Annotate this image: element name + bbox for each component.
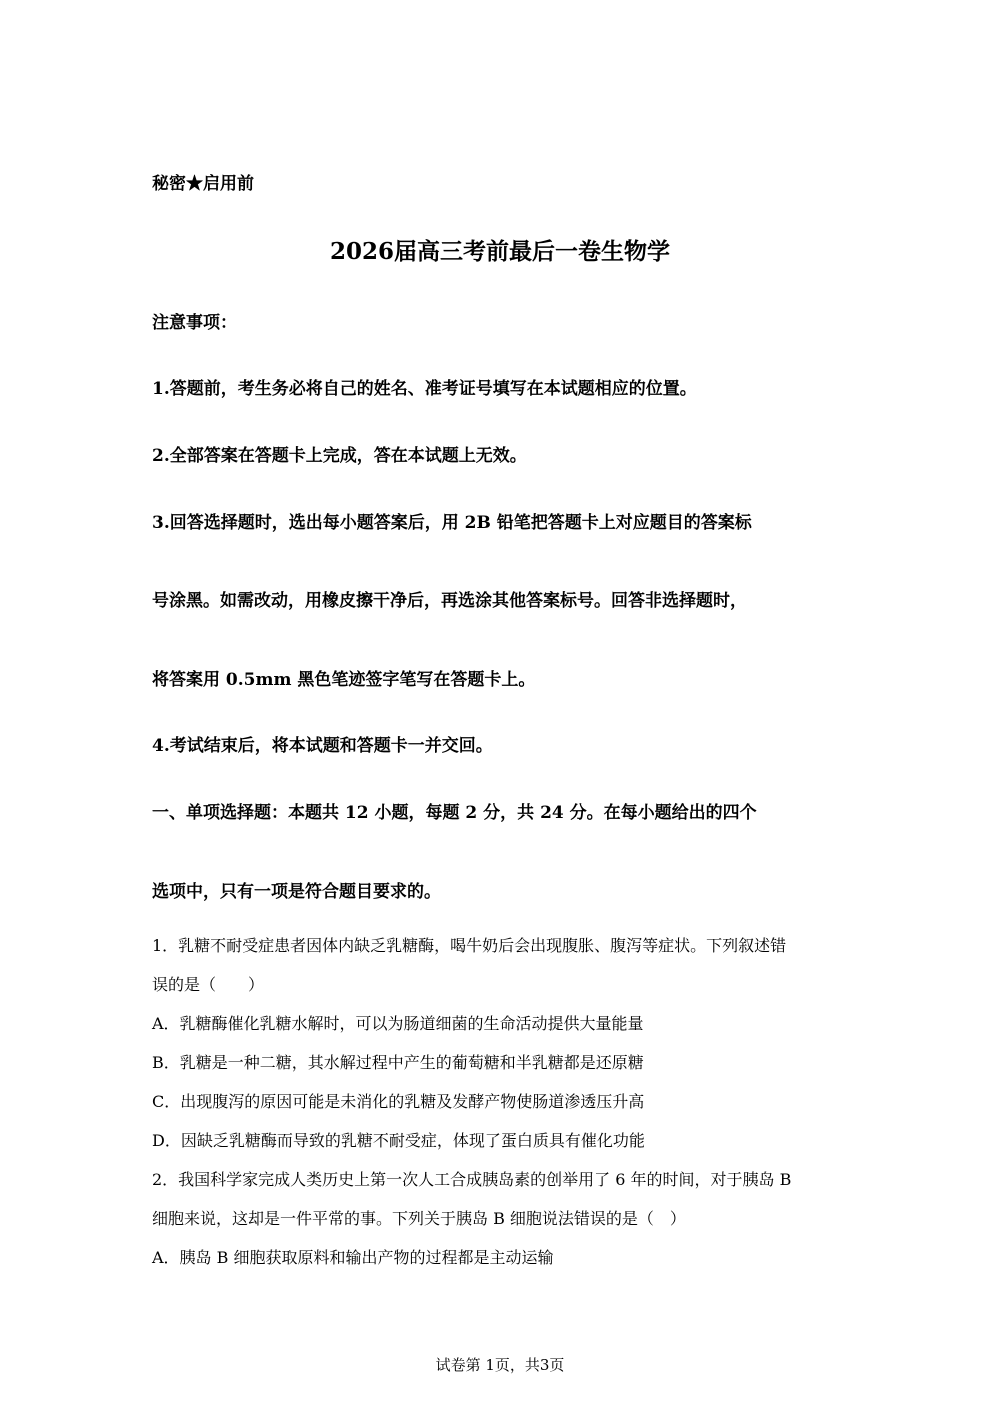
question-1-stem-line-1: 1．乳糖不耐受症患者因体内缺乏乳糖酶，喝牛奶后会出现腹胀、腹泻等症状。下列叙述错: [152, 936, 787, 955]
notice-item-3-line-1: 3.回答选择题时，选出每小题答案后，用 2B 铅笔把答题卡上对应题目的答案标: [152, 513, 752, 533]
question-1-option-a: A．乳糖酶催化乳糖水解时，可以为肠道细菌的生命活动提供大量能量: [152, 1014, 644, 1033]
notice-item-3-line-3: 将答案用 0.5mm 黑色笔迹签字笔写在答题卡上。: [152, 670, 536, 690]
secret-mark: 秘密★启用前: [152, 174, 254, 194]
question-1-option-c: C．出现腹泻的原因可能是未消化的乳糖及发酵产物使肠道渗透压升高: [152, 1092, 645, 1111]
question-2-option-a: A．胰岛 B 细胞获取原料和输出产物的过程都是主动运输: [152, 1248, 554, 1267]
section-heading-line-2: 选项中，只有一项是符合题目要求的。: [152, 882, 441, 902]
question-1-stem-line-2: 误的是（ ）: [152, 975, 265, 994]
notice-item-4: 4.考试结束后，将本试题和答题卡一并交回。: [152, 736, 493, 756]
notice-item-2: 2.全部答案在答题卡上完成，答在本试题上无效。: [152, 446, 527, 466]
section-heading-line-1: 一、单项选择题：本题共 12 小题，每题 2 分，共 24 分。在每小题给出的四个: [152, 803, 757, 823]
exam-title: 2026届高三考前最后一卷生物学: [329, 238, 670, 265]
notice-heading: 注意事项：: [152, 313, 237, 333]
question-1-option-b: B．乳糖是一种二糖，其水解过程中产生的葡萄糖和半乳糖都是还原糖: [152, 1053, 644, 1072]
notice-item-1: 1.答题前，考生务必将自己的姓名、准考证号填写在本试题相应的位置。: [152, 379, 697, 399]
question-2-stem-line-2: 细胞来说，这却是一件平常的事。下列关于胰岛 B 细胞说法错误的是（ ）: [152, 1209, 686, 1228]
page-footer: 试卷第 1页，共3页: [435, 1356, 565, 1374]
question-1-option-d: D．因缺乏乳糖酶而导致的乳糖不耐受症，体现了蛋白质具有催化功能: [152, 1131, 645, 1150]
notice-item-3-line-2: 号涂黑。如需改动，用橡皮擦干净后，再选涂其他答案标号。回答非选择题时，: [152, 591, 747, 611]
question-2-stem-line-1: 2．我国科学家完成人类历史上第一次人工合成胰岛素的创举用了 6 年的时间，对于胰岛 B: [152, 1170, 792, 1189]
